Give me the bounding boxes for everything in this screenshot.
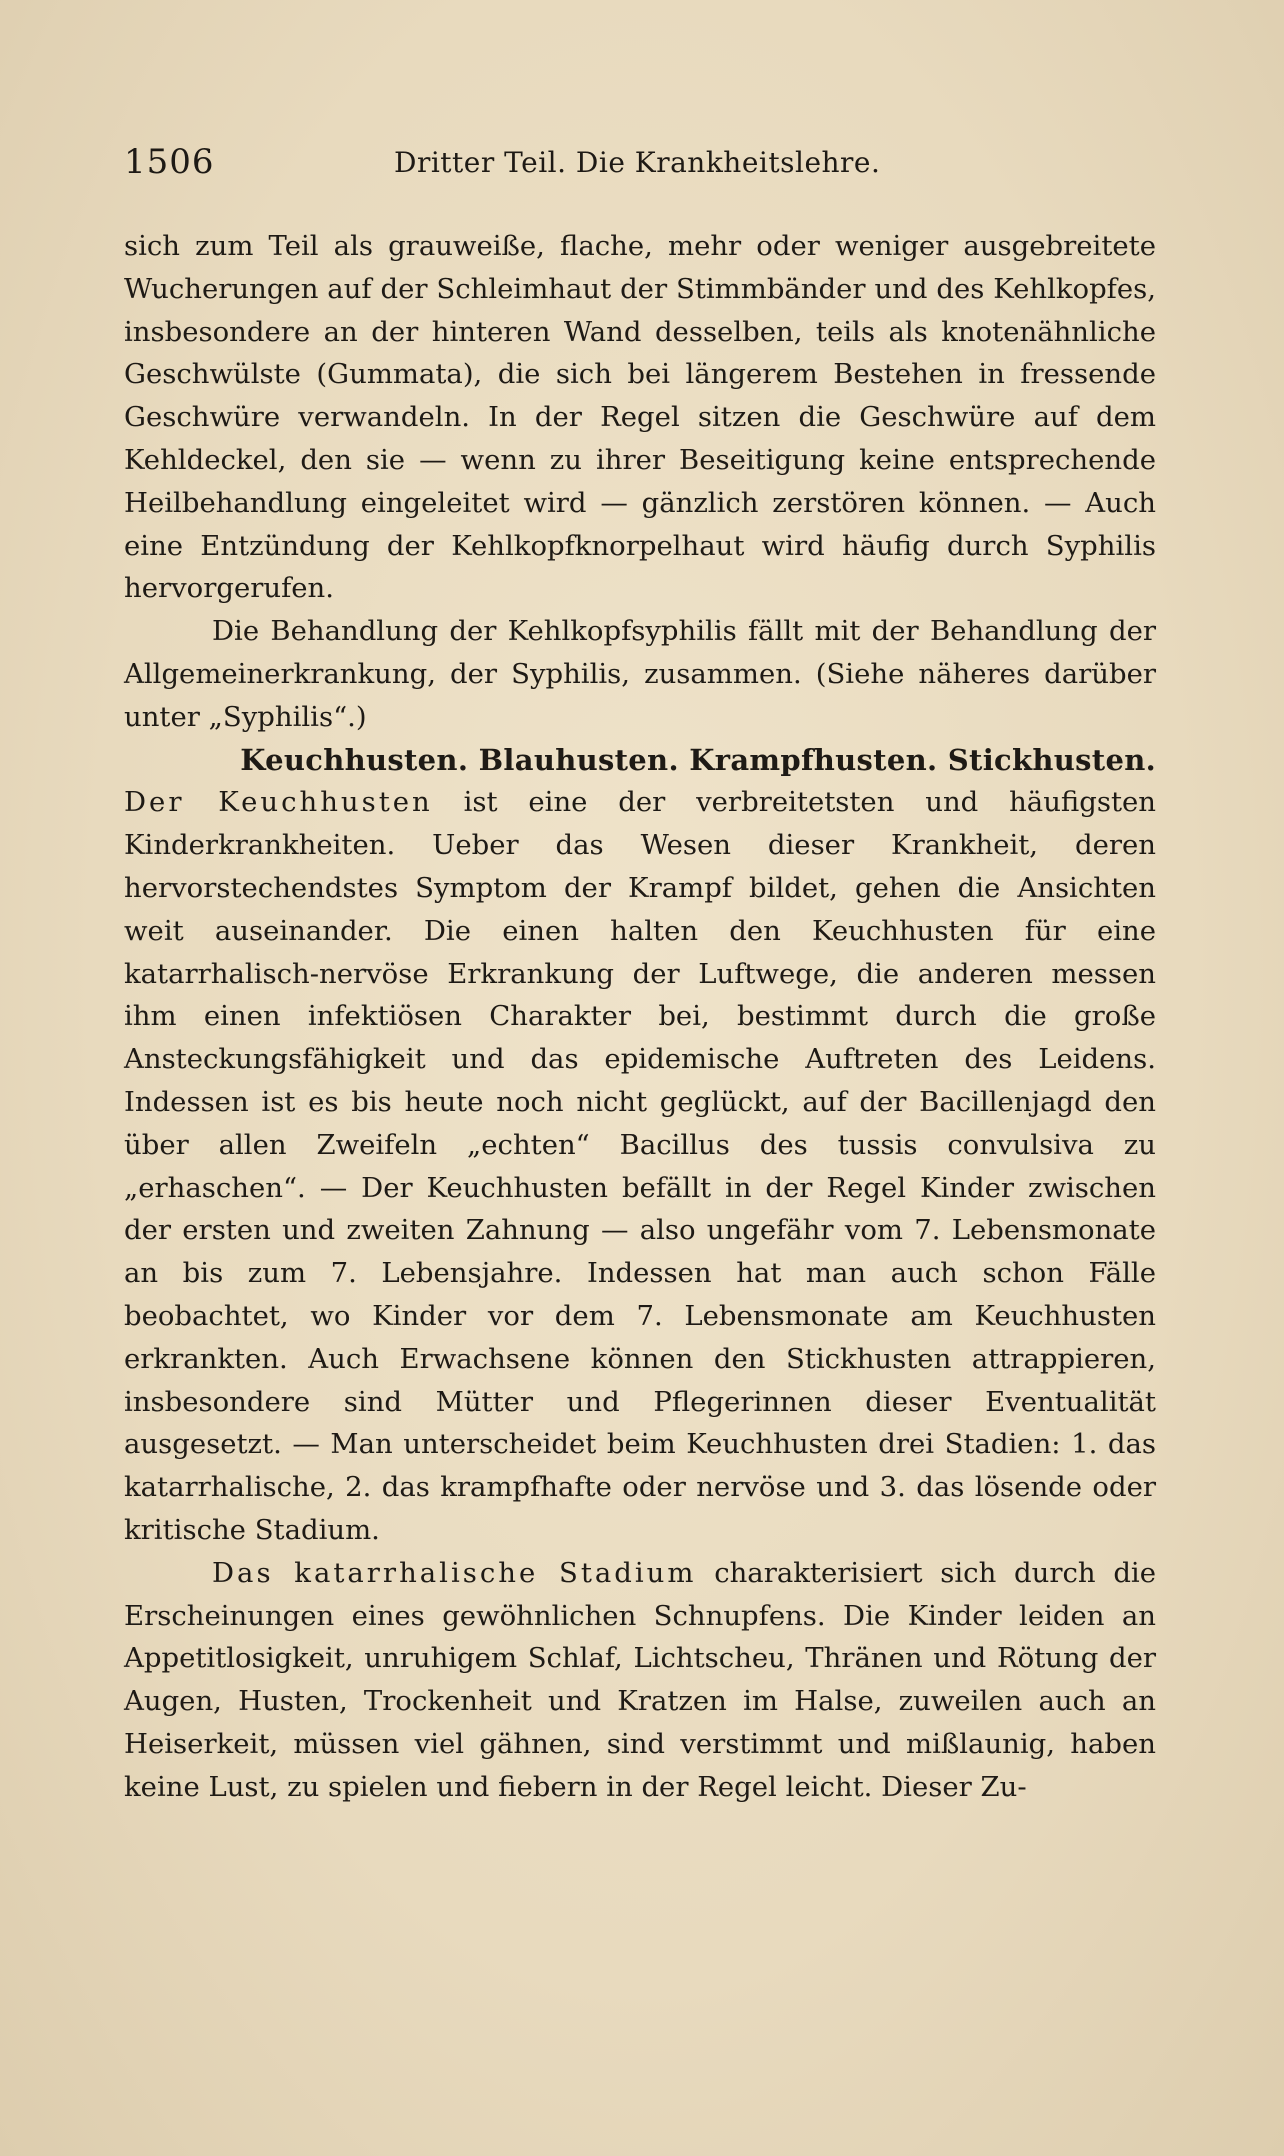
- main-text: [124, 225, 1156, 1808]
- paragraph-treatment: Die Behandlung der Kehlkopfsyphilis fällt mit der Behandlung der Allgemeinerkrankung, der Syphilis, zusammen. (Siehe näheres darüber unter „Syphilis“.): [124, 615, 1156, 733]
- paragraph-whooping-cough: [124, 781, 1156, 1551]
- paragraph-lead-words: Der Keuchhusten: [124, 786, 433, 819]
- paragraph-lead-words: Das katarrhalische Stadium: [212, 1556, 697, 1589]
- section-heading: Keuchhusten. Blauhusten. Krampfhusten. Stickhusten.: [240, 742, 1156, 777]
- page-header: [124, 142, 1164, 188]
- paragraph-syphilis-continuation: sich zum Teil als grauweiße, flache, mehr oder weniger ausgebreitete Wucherungen auf der Schleimhaut der Stimmbänder und des Kehlkopfes, insbesondere an der hinteren Wand desselben, teils als knotenähnliche Geschwülste (Gummata), die sich bei längerem Bestehen in fressende Geschwüre verwandeln. In der Regel sitzen die Geschwüre auf dem Kehldeckel, den sie — wenn zu ihrer Beseitigung keine entsprechende Heilbehandlung eingeleitet wird — gänzlich zerstören können. — Auch eine Entzündung der Kehlkopfknorpelhaut wird häufig durch Syphilis hervorgerufen.: [124, 230, 1156, 605]
- paragraph-body-text: ist eine der verbreitetsten und häufigsten Kinderkrankheiten. Ueber das Wesen dieser Krankheit, deren hervorstechendstes Symptom der Krampf bildet, gehen die Ansichten weit auseinander. Die einen halten den Keuchhusten für eine katarrhalisch-nervöse Erkrankung der Luftwege, die anderen messen ihm einen infektiösen Charakter bei, bestimmt durch die große Ansteckungsfähigkeit und das epidemische Auftreten des Leidens. Indessen ist es bis heute noch nicht geglückt, auf der Bacillenjagd den über allen Zweifeln „echten“ Bacillus des tussis convulsiva zu „erhaschen“. — Der Keuchhusten befällt in der Regel Kinder zwischen der ersten und zweiten Zahnung — also ungefähr vom 7. Lebensmonate an bis zum 7. Lebensjahre. Indessen hat man auch schon Fälle beobachtet, wo Kinder vor dem 7. Lebensmonate am Keuchhusten erkrankten. Auch Erwachsene können den Stickhusten attrappieren, insbesondere sind Mütter und Pflegerinnen dieser Eventualität ausgesetzt. — Man unterscheidet beim Keuchhusten drei Stadien: 1. das katarrhalische, 2. das krampfhafte oder nervöse und 3. das lösende oder kritische Stadium.: [124, 786, 1157, 1546]
- running-head: Dritter Teil. Die Krankheitslehre.: [394, 146, 881, 179]
- paragraph-body-text: charakterisiert sich durch die Erscheinungen eines gewöhnlichen Schnupfens. Die Kinder leiden an Appetitlosigkeit, unruhigem Schlaf, Lichtscheu, Thränen und Rötung der Augen, Husten, Trockenheit und Kratzen im Halse, zuweilen auch an Heiserkeit, müssen viel gähnen, sind verstimmt und mißlaunig, haben keine Lust, zu spielen und fiebern in der Regel leicht. Dieser Zu-: [124, 1556, 1156, 1803]
- page-number: 1506: [124, 142, 215, 182]
- paragraph-catarrhal-stage: [124, 1552, 1156, 1809]
